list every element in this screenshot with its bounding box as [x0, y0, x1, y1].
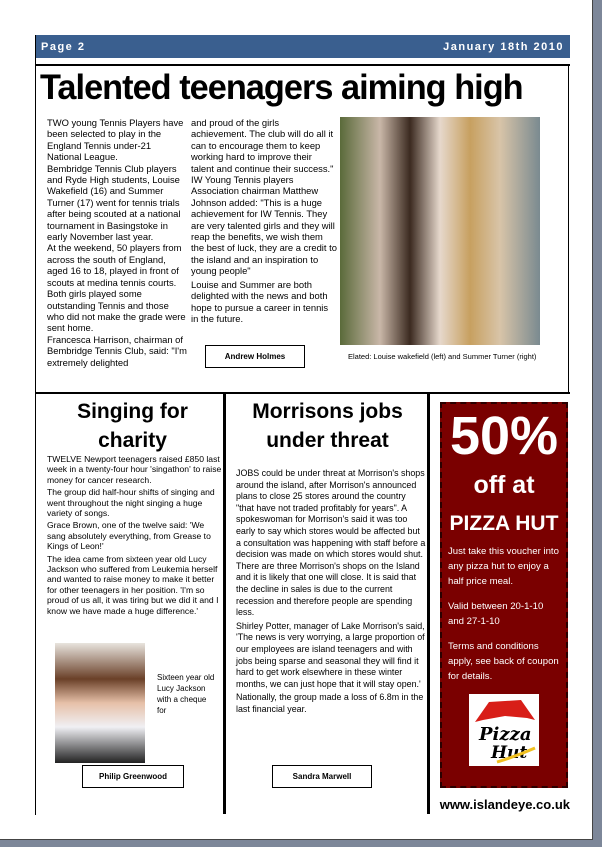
- paragraph: IW Young Tennis players Association chairman Matthew Johnson added: "This is a huge achievement for IW Tennis. They are very talented girls and they will reap the benefits, we wish them the best of luck, they are a credit to the island and an inspiration to young people": [191, 174, 337, 277]
- header-bar: [35, 35, 570, 58]
- byline: Andrew Holmes: [205, 345, 305, 368]
- discount-percent: 50%: [449, 406, 559, 466]
- paragraph: Nationally, the group made a loss of 6.8m in the last financial year.: [236, 692, 424, 714]
- ad-off-at: off at: [473, 471, 535, 499]
- page-number: Page 2: [41, 40, 86, 53]
- lucy-jackson-photo: [55, 643, 145, 763]
- divider: [568, 64, 569, 394]
- photo-caption: Sixteen year old Lucy Jackson with a cheque for: [157, 673, 215, 715]
- morrisons-article: [236, 468, 426, 717]
- ad-validity: Valid between 20-1-10 and 27-1-10: [448, 601, 544, 627]
- divider: [35, 35, 36, 815]
- pizza-hut-voucher[interactable]: [440, 402, 568, 788]
- issue-date: January 18th 2010: [443, 40, 564, 53]
- paragraph: At the weekend, 50 players from across the south of England, aged 16 to 18, played in front of scouts at medina tennis courts. Both girls played some outstanding Tennis and those who did not make the grade were sent home.: [47, 242, 186, 334]
- website-url[interactable]: www.islandeye.co.uk: [439, 797, 570, 812]
- ad-terms: Terms and conditions apply, see back of coupon for details.: [448, 641, 559, 682]
- photo-caption: Elated: Louise wakefield (left) and Summer Turner (right): [348, 352, 537, 361]
- paragraph: Grace Brown, one of the twelve said: 'We sang absolutely everything, from Grease to Kings of Leon!': [47, 520, 211, 552]
- pizza-hut-logo: [469, 694, 539, 766]
- main-headline: Talented teenagers aiming high: [40, 68, 523, 107]
- article-column-1: [47, 117, 187, 368]
- paragraph: The idea came from sixteen year old Lucy Jackson who suffered from Leukemia herself and wanted to raise money to make it better for other teenagers in her position. 'I'm so proud of us all, it was tiring but we did it and I know we have made a huge difference.': [47, 553, 219, 616]
- singing-article: [47, 454, 222, 618]
- paragraph: The group did half-hour shifts of singing and went throughout the night singing a huge variety of songs.: [47, 487, 215, 519]
- singing-headline: Singing for charity: [77, 400, 188, 452]
- paragraph: Shirley Potter, manager of Lake Morrison's said, 'The news is very worrying, a large proportion of our employees are island teenagers and with jobs being sparse and seasonal they will find it hard to get work elsewhere in these winter months, we can just hope that it will stay open.': [236, 620, 425, 689]
- byline: Philip Greenwood: [82, 765, 184, 788]
- paragraph: and proud of the girls achievement. The club will do all it can to encourage them to keep working hard to improve their talent and continue their success.": [191, 117, 334, 174]
- paragraph: TWELVE Newport teenagers raised £850 last week in a twenty-four hour 'singathon' to raise money for cancer research.: [47, 454, 222, 485]
- divider: [35, 392, 570, 394]
- svg-text:Pizza: Pizza: [479, 724, 532, 745]
- divider: [223, 394, 226, 814]
- paragraph: Louise and Summer are both delighted with the news and both hope to pursue a career in tennis in the future.: [191, 278, 329, 324]
- morrisons-headline: Morrisons jobs under threat: [252, 400, 403, 452]
- paragraph: Francesca Harrison, chairman of Bembridge Tennis Club, said: "I'm extremely delighted: [47, 333, 187, 368]
- svg-text:Hut: Hut: [491, 743, 528, 763]
- ad-brand: PIZZA HUT: [449, 512, 559, 535]
- article-column-2: [191, 117, 337, 326]
- divider: [427, 394, 430, 814]
- tennis-girls-photo: [340, 117, 540, 345]
- paragraph: TWO young Tennis Players have been selected to play in the England Tennis under-21 National League.: [47, 117, 184, 163]
- divider: [35, 64, 570, 66]
- paragraph: Bembridge Tennis Club players and Ryde High students, Louise Wakefield (16) and Summer Turner (17) went for tennis trials after being scouted at a national tournament in Basingstoke in early November last year.: [47, 162, 181, 243]
- paragraph: JOBS could be under threat at Morrison's shops around the island, after Morrison's announced plans to close 25 stores around the country "that have not traded profitably for years". A spokeswoman for Morrison's said it was too early to say which stores would be affected but a consultation was happening with staff before a decision was made on which stores would shut. There are three Morrison's shops on the Island and it is likely that one will close. It is said that the decline in sales is due to the current recession and therefore people are spending less.: [236, 468, 426, 618]
- byline: Sandra Marwell: [272, 765, 372, 788]
- ad-text: Just take this voucher into any pizza hut to enjoy a half price meal.: [448, 546, 559, 587]
- pizza-hut-roof-icon: [469, 694, 539, 766]
